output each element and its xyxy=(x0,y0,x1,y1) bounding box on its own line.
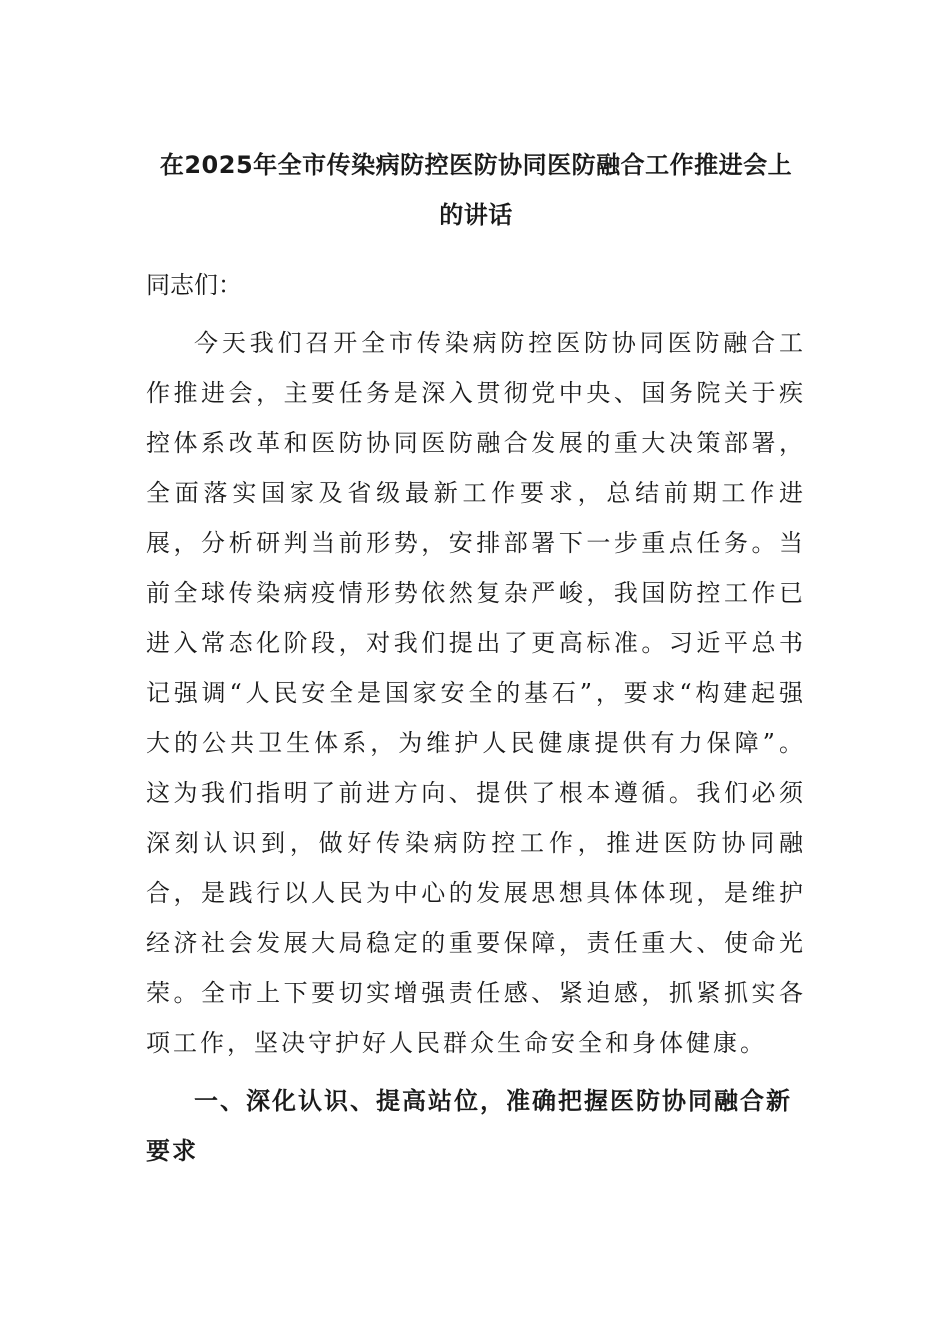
title-line-2: 的讲话 xyxy=(439,201,513,229)
title-line-1: 在2025年全市传染病防控医防协同医防融合工作推进会上 xyxy=(159,151,793,179)
salutation: 同志们： xyxy=(146,271,242,299)
section-heading: 一、深化认识、提高站位，准确把握医防协同融合新要求 xyxy=(146,1087,792,1165)
document-title xyxy=(146,140,806,240)
document-page xyxy=(146,140,806,1176)
body-paragraph: 今天我们召开全市传染病防控医防协同医防融合工作推进会，主要任务是深入贯彻党中央、国务院关于疾控体系改革和医防协同医防融合发展的重大决策部署，全面落实国家及省级最新工作要求，总结前期工作进展，分析研判当前形势，安排部署下一步重点任务。当前全球传染病疫情形势依然复杂严峻，我国防控工作已进入常态化阶段，对我们提出了更高标准。习近平总书记强调“人民安全是国家安全的基石”，要求“构建起强大的公共卫生体系，为维护人民健康提供有力保障”。这为我们指明了前进方向、提供了根本遵循。我们必须深刻认识到，做好传染病防控工作，推进医防协同融合，是践行以人民为中心的发展思想具体体现，是维护经济社会发展大局稳定的重要保障，责任重大、使命光荣。全市上下要切实增强责任感、紧迫感，抓紧抓实各项工作，坚决守护好人民群众生命安全和身体健康。 xyxy=(146,329,806,1057)
